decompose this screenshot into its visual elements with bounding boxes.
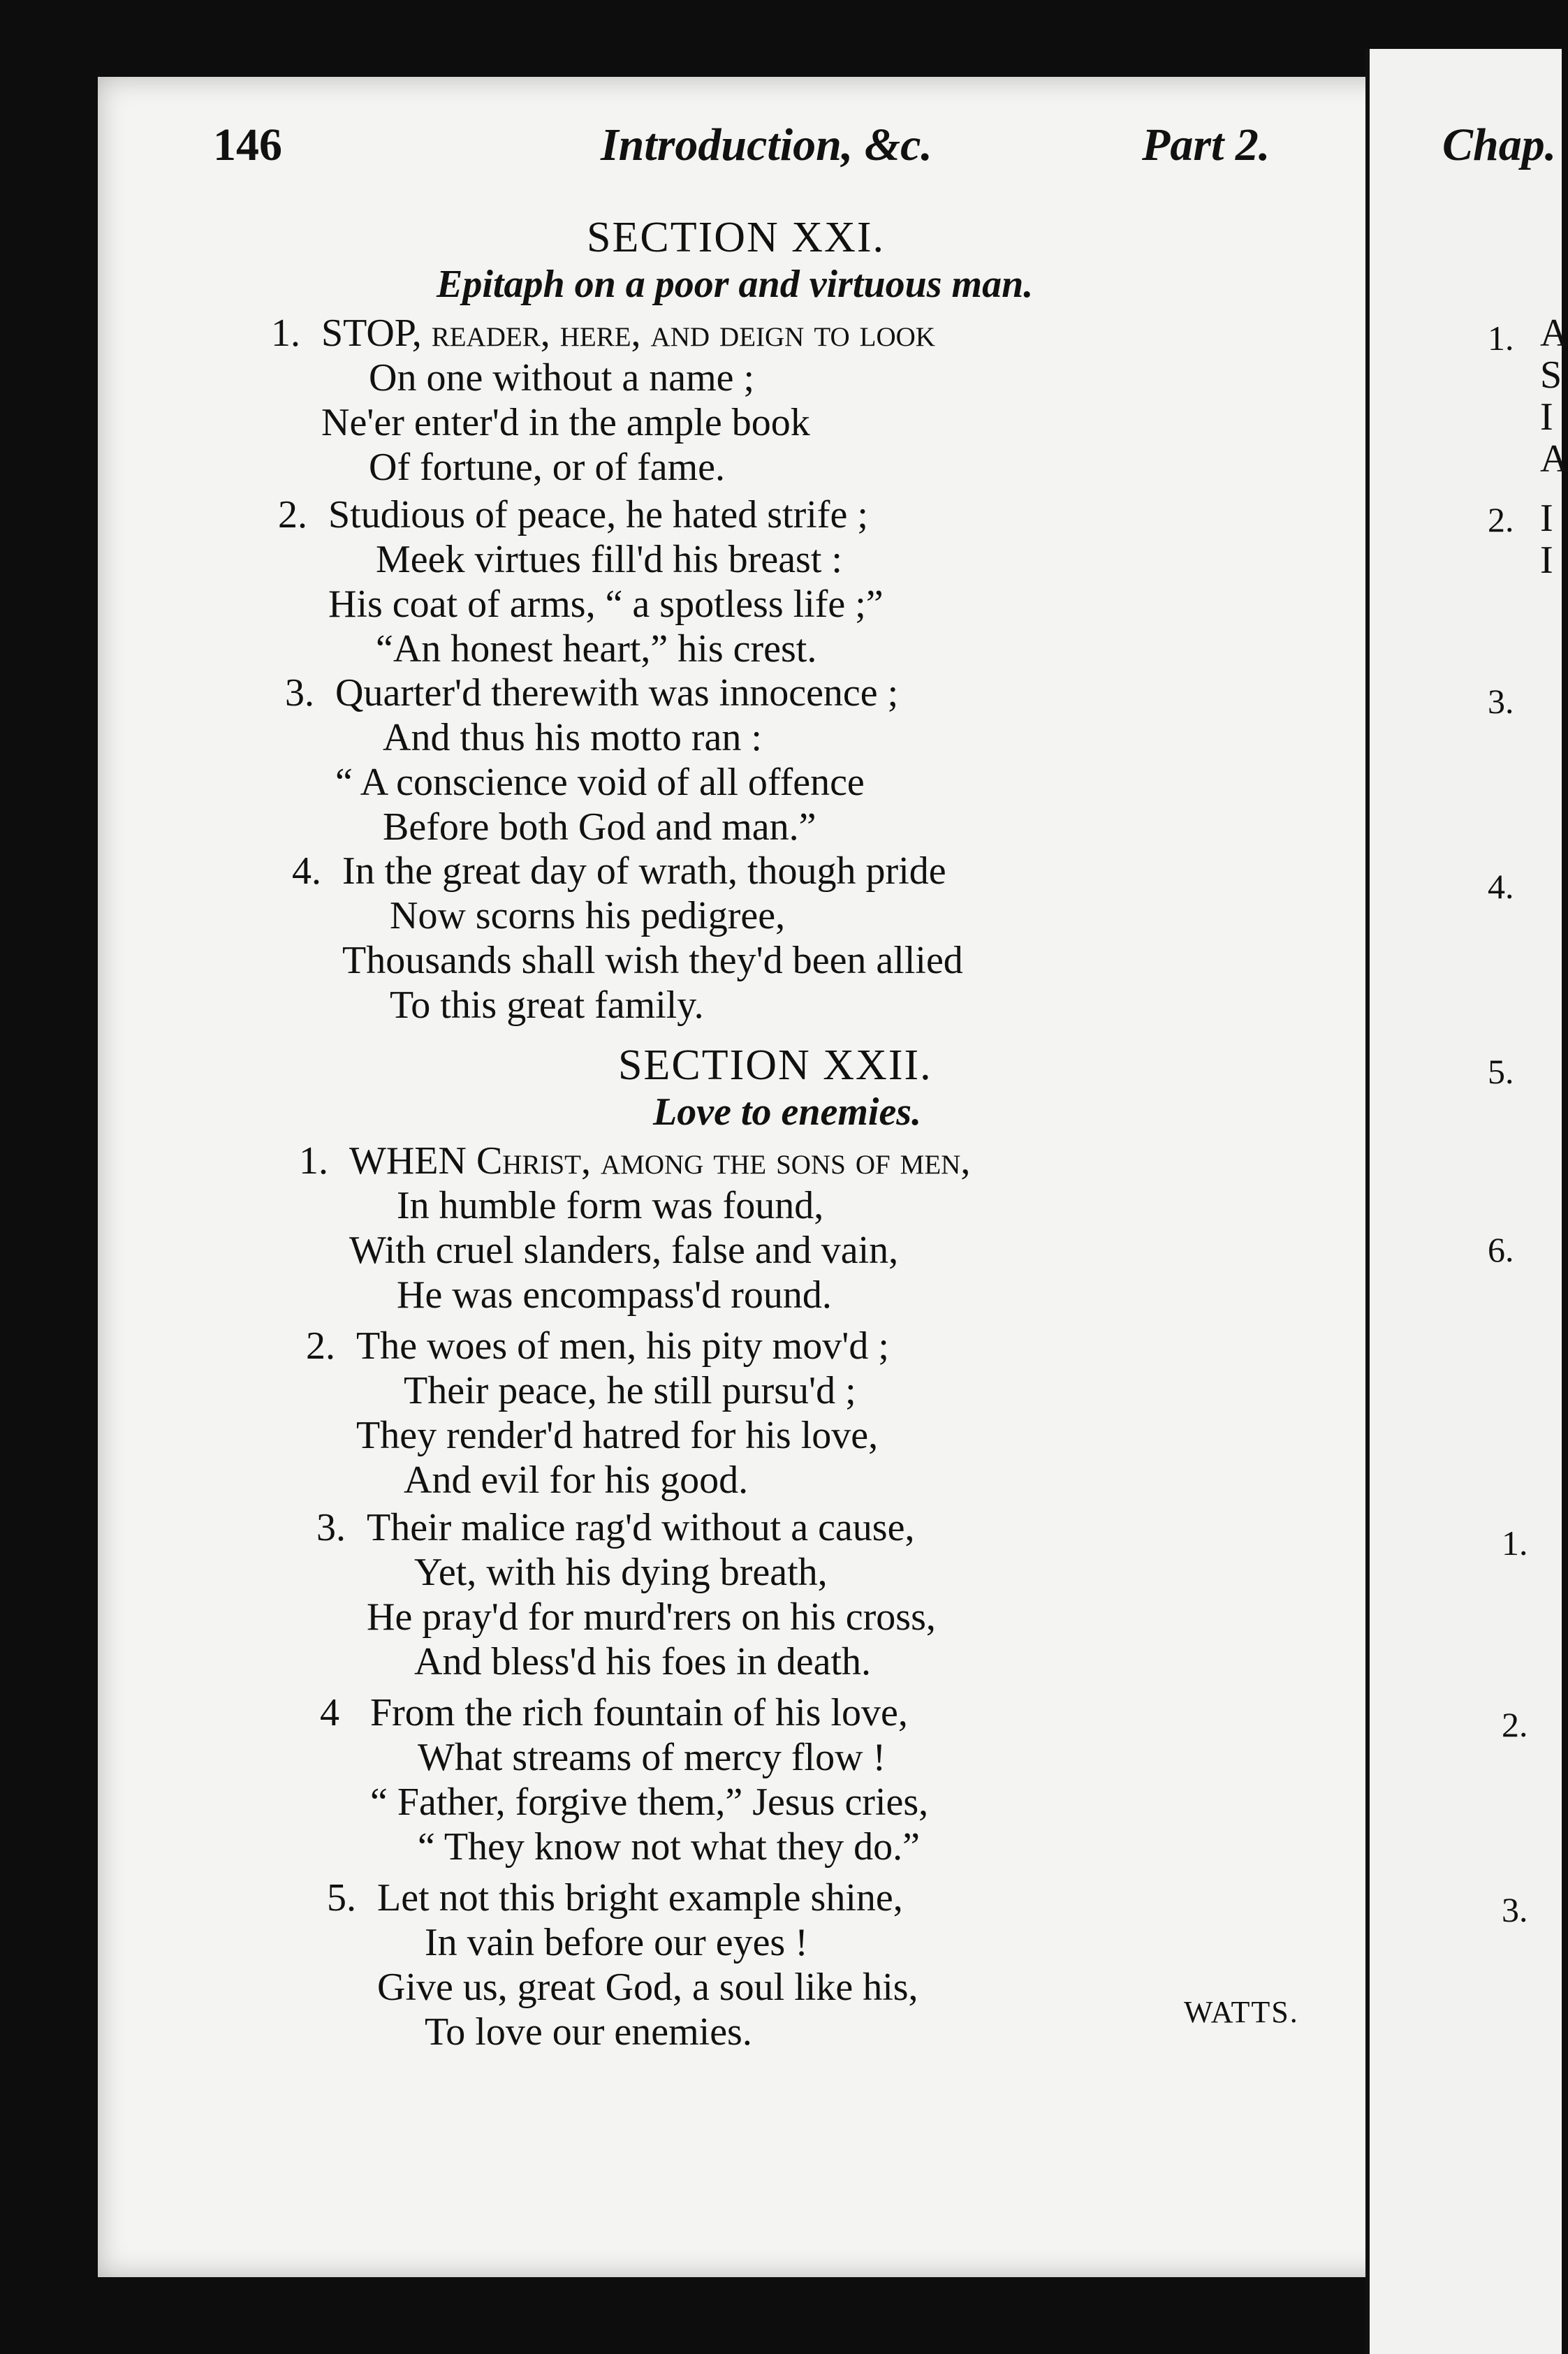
verse-line-text: WHEN Christ, among the sons of men, <box>349 1139 971 1183</box>
facing-text-fragment: I <box>1540 497 1553 540</box>
facing-stanza-number: 4. <box>1488 867 1514 906</box>
verse-line: In the great day of wrath, though pride <box>342 849 946 893</box>
stanza-number: 4 <box>320 1691 339 1734</box>
verse-line: Meek virtues fill'd his breast : <box>376 538 842 581</box>
stanza-number: 1. <box>299 1139 328 1183</box>
verse-line: Studious of peace, he hated strife ; <box>328 493 868 536</box>
facing-stanza-number: 5. <box>1488 1052 1514 1091</box>
stanza-number: 1. <box>271 312 300 355</box>
verse-line: On one without a name ; <box>369 356 755 400</box>
verse-line: From the rich fountain of his love, <box>370 1691 908 1734</box>
verse-line: Now scorns his pedigree, <box>390 894 786 937</box>
facing-page <box>1365 49 1562 2354</box>
stanza-number: 4. <box>292 849 321 893</box>
facing-text-fragment: I <box>1540 539 1553 582</box>
verse-line: Their malice rag'd without a cause, <box>367 1506 915 1549</box>
verse-line <box>349 1139 970 1183</box>
verse-line: Quarter'd therewith was innocence ; <box>335 671 899 715</box>
facing-chapter-label: Chap. <box>1442 119 1557 170</box>
verse-line: Let not this bright example shine, <box>377 1876 903 1920</box>
stanza <box>292 849 963 1028</box>
facing-stanza-number: 6. <box>1488 1230 1514 1269</box>
verse-line-text: STOP, reader, here, and deign to look <box>321 312 935 355</box>
stanza-number: 3. <box>285 671 314 715</box>
stanza <box>306 1324 889 1503</box>
stanza-number: 2. <box>306 1324 335 1368</box>
verse-line: “ Father, forgive them,” Jesus cries, <box>370 1781 929 1824</box>
verse-line: To this great family. <box>390 984 704 1027</box>
verse-line: They render'd hatred for his love, <box>356 1414 879 1457</box>
verse-line: The woes of men, his pity mov'd ; <box>356 1324 889 1368</box>
verse-line: He was encompass'd round. <box>397 1273 832 1317</box>
stanza-number: 3. <box>316 1506 346 1549</box>
verse-line: And bless'd his foes in death. <box>414 1640 872 1683</box>
facing-stanza-number: 3. <box>1502 1890 1528 1929</box>
stanza <box>285 671 899 849</box>
verse-line: Of fortune, or of fame. <box>369 446 726 489</box>
stanza <box>316 1505 936 1684</box>
verse-line <box>321 311 935 356</box>
stanza <box>320 1690 929 1869</box>
stanza-number: 2. <box>278 493 307 536</box>
facing-text-fragment: S <box>1540 353 1562 397</box>
verse-line: Give us, great God, a soul like his, <box>377 1966 918 2009</box>
stanza <box>299 1139 971 1317</box>
stanza-number: 5. <box>327 1876 356 1920</box>
facing-text-fragment: I <box>1540 395 1553 439</box>
verse-line: In vain before our eyes ! <box>425 1921 808 1964</box>
section-subtitle: Epitaph on a poor and virtuous man. <box>437 263 1034 306</box>
facing-stanza-number: 2. <box>1502 1705 1528 1744</box>
author-attribution: WATTS. <box>1184 1995 1299 2029</box>
verse-line: “ A conscience void of all offence <box>335 761 865 804</box>
section-title: SECTION XXII. <box>618 1041 932 1089</box>
section-subtitle: Love to enemies. <box>653 1090 922 1134</box>
verse-line: Their peace, he still pursu'd ; <box>404 1369 856 1412</box>
verse-line: To love our enemies. <box>425 2010 752 2054</box>
facing-stanza-number: 3. <box>1488 682 1514 721</box>
verse-line: Ne'er enter'd in the ample book <box>321 401 810 444</box>
stanza <box>327 1876 918 2054</box>
page-number: 146 <box>213 119 282 170</box>
verse-line: Before both God and man.” <box>383 805 816 849</box>
facing-stanza-number: 1. <box>1488 319 1514 358</box>
verse-line: What streams of mercy flow ! <box>418 1736 886 1779</box>
verse-line: And thus his motto ran : <box>383 716 762 759</box>
verse-line: “ They know not what they do.” <box>418 1825 921 1869</box>
verse-line: And evil for his good. <box>404 1459 749 1502</box>
verse-line: With cruel slanders, false and vain, <box>349 1229 899 1272</box>
verse-line: Thousands shall wish they'd been allied <box>342 939 963 982</box>
section-title: SECTION XXI. <box>587 214 885 261</box>
verse-line: He pray'd for murd'rers on his cross, <box>367 1595 936 1639</box>
verse-line: His coat of arms, “ a spotless life ;” <box>328 583 884 626</box>
facing-stanza-number: 2. <box>1488 500 1514 539</box>
stanza <box>271 311 935 490</box>
running-title: Introduction, &c. <box>601 119 932 170</box>
facing-text-fragment: A <box>1540 437 1568 481</box>
facing-text-fragment: A <box>1540 312 1568 355</box>
verse-line: Yet, with his dying breath, <box>414 1551 828 1594</box>
stanza <box>278 492 884 671</box>
facing-stanza-number: 1. <box>1502 1523 1528 1563</box>
part-label: Part 2. <box>1142 119 1270 170</box>
verse-line: “An honest heart,” his crest. <box>376 627 817 671</box>
verse-line: In humble form was found, <box>397 1184 824 1227</box>
